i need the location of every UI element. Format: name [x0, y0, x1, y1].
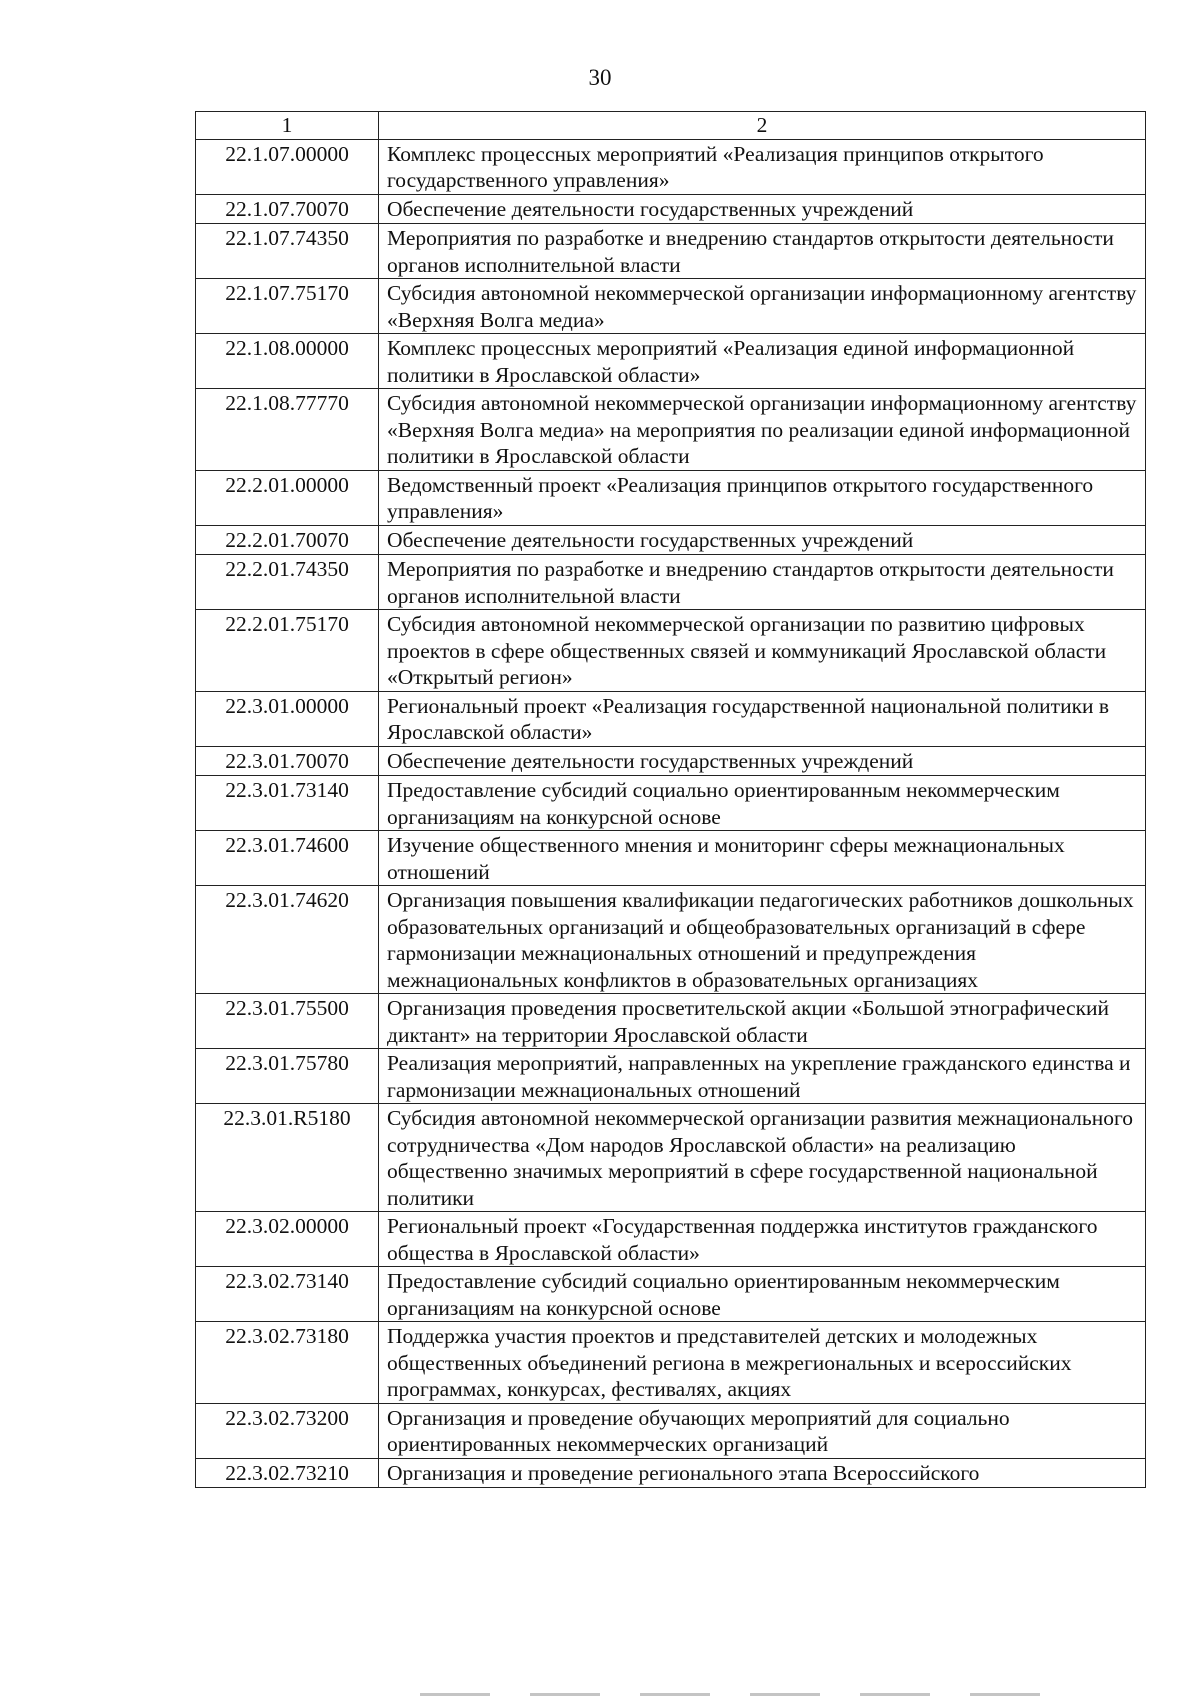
row-code: 22.3.01.74620	[196, 886, 379, 994]
row-description: Мероприятия по разработке и внедрению стандартов открытости деятельности органов исполнительной власти	[379, 555, 1146, 610]
row-code: 22.3.02.73180	[196, 1322, 379, 1404]
row-code: 22.3.01.70070	[196, 746, 379, 776]
row-code: 22.1.07.00000	[196, 139, 379, 194]
row-description: Организация проведения просветительской акции «Большой этнографический диктант» на территории Ярославской области	[379, 994, 1146, 1049]
row-description: Комплекс процессных мероприятий «Реализация единой информационной политики в Ярославской области»	[379, 334, 1146, 389]
table-row	[196, 994, 1146, 1049]
row-code: 22.3.01.75780	[196, 1049, 379, 1104]
row-description: Изучение общественного мнения и мониторинг сферы межнациональных отношений	[379, 831, 1146, 886]
table-row	[196, 470, 1146, 525]
row-code: 22.3.01.73140	[196, 776, 379, 831]
scan-artifact-line	[420, 1693, 1080, 1696]
row-description: Субсидия автономной некоммерческой организации информационному агентству «Верхняя Волга медиа»	[379, 279, 1146, 334]
row-description: Региональный проект «Реализация государственной национальной политики в Ярославской области»	[379, 691, 1146, 746]
row-code: 22.3.02.73210	[196, 1458, 379, 1488]
table-row	[196, 1049, 1146, 1104]
table-body	[196, 139, 1146, 1488]
table-row	[196, 776, 1146, 831]
table-row	[196, 831, 1146, 886]
row-code: 22.2.01.74350	[196, 555, 379, 610]
row-code: 22.3.01.R5180	[196, 1104, 379, 1212]
table-row	[196, 1403, 1146, 1458]
table-row	[196, 886, 1146, 994]
row-code: 22.2.01.75170	[196, 610, 379, 692]
row-code: 22.3.02.73140	[196, 1267, 379, 1322]
table-row	[196, 1104, 1146, 1212]
row-description: Поддержка участия проектов и представителей детских и молодежных общественных объединений региона в межрегиональных и всероссийских программах, конкурсах, фестивалях, акциях	[379, 1322, 1146, 1404]
table-row	[196, 1267, 1146, 1322]
table-row	[196, 279, 1146, 334]
row-code: 22.1.07.74350	[196, 224, 379, 279]
row-code: 22.1.07.70070	[196, 194, 379, 224]
row-code: 22.2.01.00000	[196, 470, 379, 525]
row-description: Реализация мероприятий, направленных на укрепление гражданского единства и гармонизации межнациональных отношений	[379, 1049, 1146, 1104]
row-description: Предоставление субсидий социально ориентированным некоммерческим организациям на конкурсной основе	[379, 1267, 1146, 1322]
table-header-row	[196, 112, 1146, 140]
row-code: 22.1.08.00000	[196, 334, 379, 389]
row-description: Обеспечение деятельности государственных учреждений	[379, 194, 1146, 224]
row-code: 22.3.01.74600	[196, 831, 379, 886]
table-row	[196, 139, 1146, 194]
row-code: 22.3.02.73200	[196, 1403, 379, 1458]
table-row	[196, 525, 1146, 555]
row-description: Субсидия автономной некоммерческой организации по развитию цифровых проектов в сфере общественных связей и коммуникаций Ярославской области «Открытый регион»	[379, 610, 1146, 692]
column-header-1: 1	[196, 112, 379, 140]
row-description: Субсидия автономной некоммерческой организации информационному агентству «Верхняя Волга медиа» на мероприятия по реализации единой информационной политики в Ярославской области	[379, 389, 1146, 471]
table-row	[196, 1458, 1146, 1488]
row-code: 22.3.01.75500	[196, 994, 379, 1049]
row-code: 22.1.08.77770	[196, 389, 379, 471]
table-row	[196, 389, 1146, 471]
table-row	[196, 555, 1146, 610]
table-row	[196, 1212, 1146, 1267]
table-row	[196, 224, 1146, 279]
row-description: Организация и проведение обучающих мероприятий для социально ориентированных некоммерческих организаций	[379, 1403, 1146, 1458]
row-description: Организация и проведение регионального этапа Всероссийского	[379, 1458, 1146, 1488]
row-code: 22.3.02.00000	[196, 1212, 379, 1267]
row-code: 22.2.01.70070	[196, 525, 379, 555]
row-description: Предоставление субсидий социально ориентированным некоммерческим организациям на конкурсной основе	[379, 776, 1146, 831]
page-number: 30	[588, 65, 612, 90]
row-description: Организация повышения квалификации педагогических работников дошкольных образовательных организаций и общеобразовательных организаций в сфере гармонизации межнациональных отношений и предупреждения межнациональных конфликтов в образовательных организациях	[379, 886, 1146, 994]
column-header-2: 2	[379, 112, 1146, 140]
row-description: Ведомственный проект «Реализация принципов открытого государственного управления»	[379, 470, 1146, 525]
table-row	[196, 610, 1146, 692]
row-code: 22.3.01.00000	[196, 691, 379, 746]
row-description: Мероприятия по разработке и внедрению стандартов открытости деятельности органов исполнительной власти	[379, 224, 1146, 279]
table-row	[196, 194, 1146, 224]
table-row	[196, 334, 1146, 389]
row-description: Субсидия автономной некоммерческой организации развития межнационального сотрудничества «Дом народов Ярославской области» на реализацию общественно значимых мероприятий в сфере государственной национальной политики	[379, 1104, 1146, 1212]
row-description: Комплекс процессных мероприятий «Реализация принципов открытого государственного управления»	[379, 139, 1146, 194]
budget-codes-table	[195, 111, 1146, 1488]
row-description: Обеспечение деятельности государственных учреждений	[379, 525, 1146, 555]
row-description: Региональный проект «Государственная поддержка институтов гражданского общества в Ярославской области»	[379, 1212, 1146, 1267]
table-row	[196, 746, 1146, 776]
table-row	[196, 691, 1146, 746]
table-row	[196, 1322, 1146, 1404]
table-header	[196, 112, 1146, 140]
row-description: Обеспечение деятельности государственных учреждений	[379, 746, 1146, 776]
row-code: 22.1.07.75170	[196, 279, 379, 334]
